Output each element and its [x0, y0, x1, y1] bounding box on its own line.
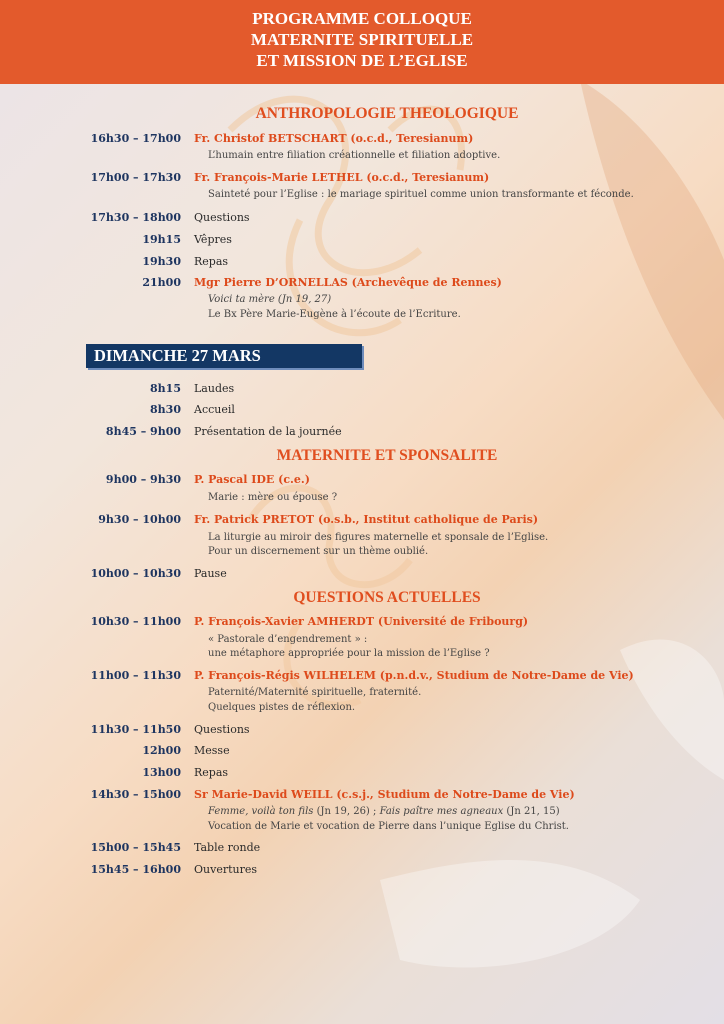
title-line-3: ET MISSION DE L’EGLISE [256, 51, 468, 70]
item-detail: Paternité/Maternité spirituelle, fraternité. [208, 687, 422, 698]
item-label: Ouvertures [194, 863, 258, 876]
schedule-item [0, 765, 724, 781]
item-speaker: Fr. Christof BETSCHART (o.c.d., Teresianum) [194, 132, 474, 145]
item-time: 17h00 – 17h30 [90, 171, 181, 184]
schedule-item [0, 840, 724, 856]
item-time: 19h15 [142, 233, 181, 246]
item-detail [208, 805, 560, 820]
item-time: 9h00 – 9h30 [105, 473, 181, 486]
title-banner [0, 0, 724, 84]
item-time: 14h30 – 15h00 [90, 788, 181, 801]
item-time: 8h45 – 9h00 [105, 425, 181, 438]
schedule-item [0, 232, 724, 248]
item-label: Repas [194, 255, 229, 268]
section-title-anthropologie: ANTHROPOLOGIE THEOLOGIQUE [255, 105, 519, 122]
item-time: 11h30 – 11h50 [90, 723, 181, 736]
schedule-item [0, 743, 724, 759]
item-detail: Pour un discernement sur un thème oublié. [208, 546, 429, 557]
quote-1: Femme, voilà ton fils [208, 806, 314, 817]
schedule-item [0, 254, 724, 270]
item-speaker: Sr Marie-David WEILL (c.s.j., Studium de Notre-Dame de Vie) [194, 788, 575, 801]
item-label: Repas [194, 766, 229, 779]
item-label: Présentation de la journée [194, 425, 342, 438]
schedule-item [0, 668, 724, 684]
item-label: Questions [194, 723, 250, 736]
item-detail: Marie : mère ou épouse ? [208, 492, 338, 503]
schedule-item [0, 424, 724, 440]
item-time: 9h30 – 10h00 [98, 513, 181, 526]
item-time: 10h00 – 10h30 [90, 567, 181, 580]
item-time: 17h30 – 18h00 [90, 211, 181, 224]
item-speaker: Fr. François-Marie LETHEL (o.c.d., Teresianum) [194, 171, 490, 184]
item-detail: La liturgie au miroir des figures maternelle et sponsale de l’Eglise. [208, 532, 549, 543]
item-time: 8h15 [150, 382, 181, 395]
schedule-item [0, 787, 724, 803]
item-time: 16h30 – 17h00 [90, 132, 181, 145]
item-label: Table ronde [194, 841, 261, 854]
item-detail: Sainteté pour l’Eglise : le mariage spirituel comme union transformante et féconde. [208, 189, 634, 200]
item-time: 15h00 – 15h45 [90, 841, 181, 854]
item-speaker: P. François-Xavier AMHERDT (Université de Fribourg) [194, 615, 529, 628]
item-label: Laudes [194, 382, 235, 395]
schedule-item [0, 722, 724, 738]
item-detail: L’humain entre filiation créationnelle et filiation adoptive. [208, 150, 501, 161]
item-detail [208, 293, 331, 308]
ref-2: (Jn 21, 15) [503, 806, 560, 817]
item-speaker: P. François-Régis WILHELEM (p.n.d.v., Studium de Notre-Dame de Vie) [194, 669, 634, 682]
item-time: 10h30 – 11h00 [90, 615, 181, 628]
section-title-questions: QUESTIONS ACTUELLES [293, 589, 481, 606]
ref-1: (Jn 19, 26) ; [313, 806, 380, 817]
item-speaker: P. Pascal IDE (c.e.) [194, 473, 310, 486]
item-detail: « Pastorale d’engendrement » : [208, 634, 368, 645]
item-time: 13h00 [142, 766, 181, 779]
item-speaker: Mgr Pierre D’ORNELLAS (Archevêque de Rennes) [194, 276, 502, 289]
item-detail: Le Bx Père Marie-Eugène à l’écoute de l’Ecriture. [208, 309, 461, 320]
schedule-item [0, 402, 724, 418]
item-label: Accueil [194, 403, 235, 416]
schedule-item [0, 170, 724, 186]
schedule-item [0, 472, 724, 488]
item-time: 15h45 – 16h00 [90, 863, 181, 876]
title-line-1: PROGRAMME COLLOQUE [252, 9, 472, 28]
section-title-maternite: MATERNITE ET SPONSALITE [276, 447, 498, 464]
schedule-item [0, 131, 724, 147]
item-detail: Quelques pistes de réflexion. [208, 702, 356, 713]
schedule-item [0, 566, 724, 582]
quote-2: Fais paître mes agneaux [379, 806, 504, 817]
schedule-item [0, 862, 724, 878]
item-time: 21h00 [142, 276, 181, 289]
day-banner: DIMANCHE 27 MARS [86, 344, 362, 368]
schedule-item [0, 275, 724, 291]
item-label: Vêpres [194, 233, 232, 246]
item-time: 8h30 [150, 403, 181, 416]
item-time: 19h30 [142, 255, 181, 268]
item-speaker: Fr. Patrick PRETOT (o.s.b., Institut catholique de Paris) [194, 513, 539, 526]
schedule-item [0, 381, 724, 397]
item-time: 11h00 – 11h30 [90, 669, 181, 682]
item-time: 12h00 [142, 744, 181, 757]
item-detail: une métaphore appropriée pour la mission de l’Eglise ? [208, 648, 490, 659]
item-label: Questions [194, 211, 250, 224]
item-detail: Vocation de Marie et vocation de Pierre dans l’unique Eglise du Christ. [208, 821, 569, 832]
schedule-item [0, 210, 724, 226]
schedule-item [0, 512, 724, 528]
item-label: Pause [194, 567, 227, 580]
item-label: Messe [194, 744, 230, 757]
item-detail-quote: Voici ta mère (Jn 19, 27) [208, 294, 332, 305]
title-line-2: MATERNITE SPIRITUELLE [250, 30, 474, 49]
schedule-item [0, 614, 724, 630]
